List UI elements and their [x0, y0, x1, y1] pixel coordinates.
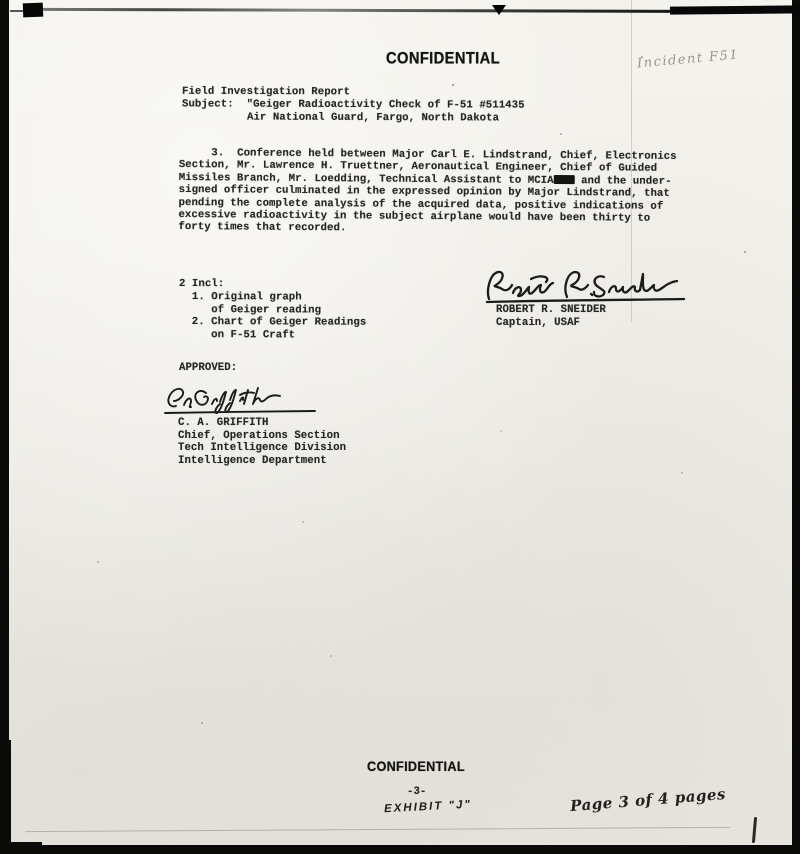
- enclosure-title: 2 Incl:: [178, 278, 225, 291]
- paragraph-line: pending the complete analysis of the acquired data, positive indications of: [178, 196, 664, 213]
- report-subject: Subject: "Geiger Radioactivity Check of F-51 #511435: [181, 98, 525, 112]
- enclosure-item: 2. Chart of Geiger Readings: [178, 316, 367, 330]
- griffith-typed-title: Intelligence Department: [178, 454, 327, 467]
- redaction-mark: [554, 175, 575, 184]
- paragraph-line-text: Missiles Branch, Mr. Loedding, Technical Assistant to MCIA: [178, 171, 554, 187]
- paragraph-line-text: and the under-: [574, 174, 672, 188]
- signature-stroke: [195, 391, 208, 405]
- signature-stroke: [609, 274, 677, 292]
- signature-underline: [165, 411, 315, 413]
- signature-stroke: [565, 272, 588, 297]
- signature-stroke: [488, 272, 512, 299]
- paragraph-line: Section, Mr. Lawrence H. Truettner, Aeronautical Engineer, Chief of Guided: [178, 159, 658, 176]
- sneider-typed-title: Captain, USAF: [496, 316, 581, 329]
- sneider-signature: [483, 268, 688, 306]
- confidential-stamp-top: CONFIDENTIAL: [386, 50, 500, 68]
- paragraph-3: [178, 147, 676, 238]
- signature-stroke: [591, 294, 592, 295]
- signature-stroke: [184, 398, 191, 407]
- pen-stroke-mark: [752, 817, 757, 843]
- scan-corner-mark: [23, 3, 43, 18]
- exhibit-annotation: EXHIBIT "J": [383, 798, 473, 816]
- signature-stroke: [531, 276, 547, 282]
- paper-speckles: [0, 0, 2, 2]
- griffith-signature: [162, 384, 320, 418]
- page-number: -3-: [407, 786, 427, 798]
- enclosure-item: on F-51 Craft: [178, 329, 296, 342]
- signature-stroke: [594, 276, 605, 296]
- griffith-typed-block: [178, 417, 346, 467]
- incident-pencil-annotation: Incident F51: [636, 47, 740, 72]
- enclosure-item: 1. Original graph: [178, 290, 302, 304]
- sneider-typed-name: ROBERT R. SNEIDER: [496, 304, 606, 316]
- signature-stroke: [168, 389, 183, 407]
- scan-edge-right: [792, 0, 800, 854]
- paragraph-line: forty times that recorded.: [178, 221, 347, 235]
- enclosure-item: of Geiger reading: [178, 303, 322, 317]
- scan-top-notch: [492, 5, 506, 15]
- griffith-typed-title: Chief, Operations Section: [178, 429, 340, 442]
- report-title: Field Investigation Report: [181, 85, 351, 99]
- signature-underline: [487, 299, 684, 302]
- paragraph-line: excessive radioactivity in the subject airplane would have been thirty to: [178, 209, 651, 225]
- approved-label: APPROVED:: [179, 362, 238, 374]
- paragraph-line: 3. Conference held between Major Carl E. Lindstrand, Chief, Electronics: [178, 147, 677, 163]
- report-subject-line2: Air National Guard, Fargo, North Dakota: [246, 111, 500, 125]
- enclosure-list: [179, 278, 367, 343]
- scan-edge-left: [0, 0, 9, 854]
- pages-annotation: Page 3 of 4 pages: [569, 784, 727, 816]
- scan-top-line: [28, 8, 772, 13]
- scan-edge-bottom-left: [0, 842, 42, 854]
- scan-top-line-right: [670, 5, 800, 14]
- griffith-typed-title: Tech Intelligence Division: [178, 442, 347, 455]
- paragraph-line: signed officer culminated in the expressed opinion by Major Lindstrand, that: [178, 184, 670, 201]
- confidential-stamp-bottom: CONFIDENTIAL: [367, 759, 465, 774]
- signature-stroke: [513, 283, 553, 296]
- scan-edge-bottom: [0, 845, 800, 854]
- signature-stroke: [212, 388, 280, 413]
- griffith-typed-name: C. A. GRIFFITH: [178, 417, 269, 429]
- scan-edge-left-lower: [0, 740, 11, 854]
- scan-scratch-line: [25, 827, 730, 832]
